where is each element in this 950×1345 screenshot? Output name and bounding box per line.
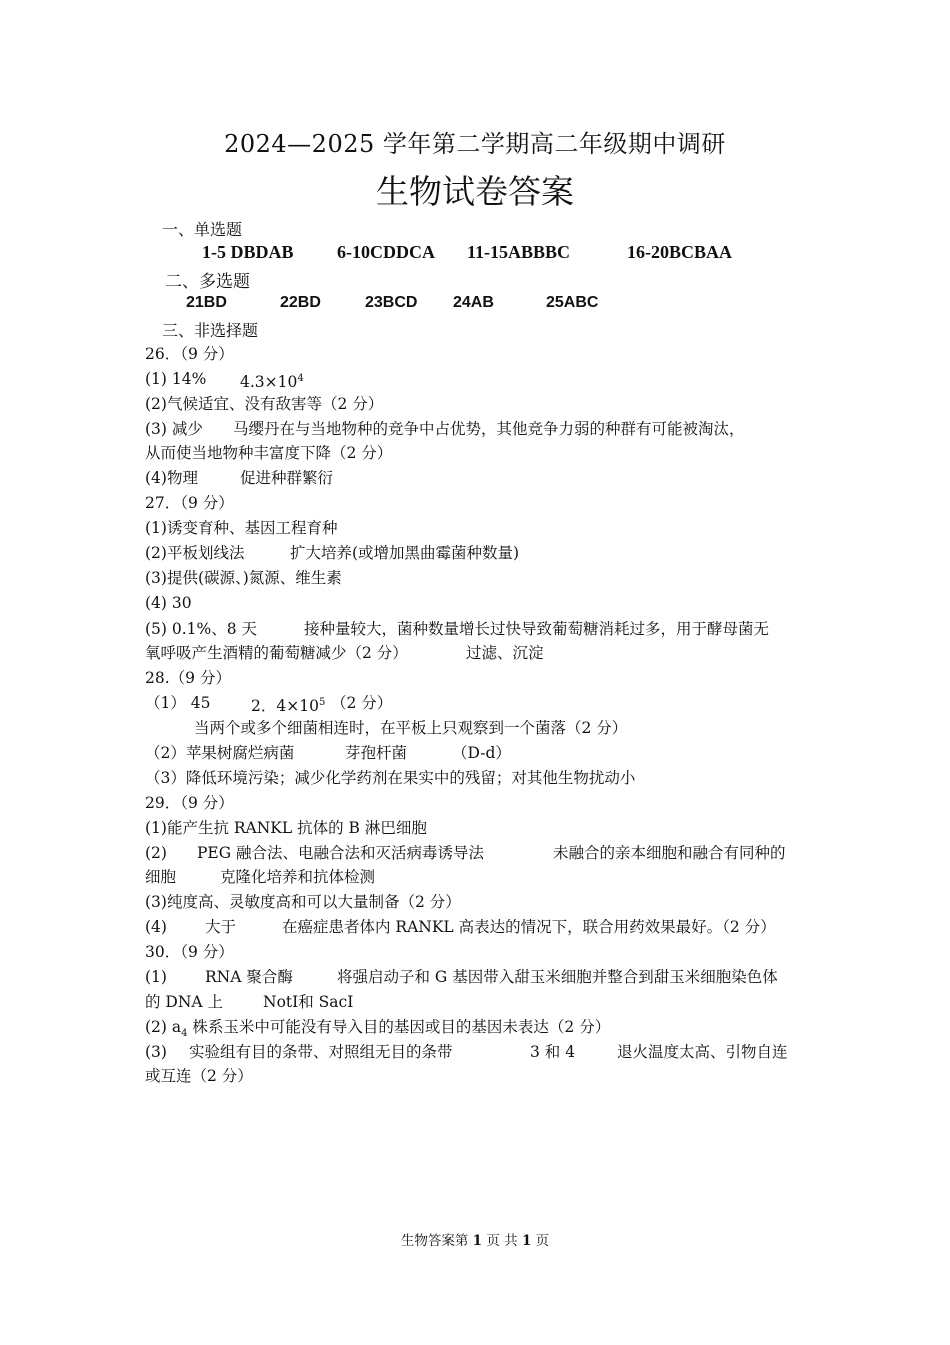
q30-line-3 [145,1042,788,1062]
q27-answer-2a: (2)平板划线法 [145,544,245,562]
q27-line-4: (4) 30 [145,594,192,612]
question-26-title: 26．（9 分） [145,345,234,363]
q29-answer-2b: PEG 融合法、电融合法和灭活病毒诱导法 [197,844,485,862]
q28-answer-3b: 芽孢杆菌 [345,744,408,762]
q27-line-2 [145,543,520,563]
q27-line-5 [145,619,770,639]
q29-answer-2a: (2) [145,844,167,862]
total-page-number: 1 [521,1233,532,1249]
multi-choice-answer-2: 22BD [280,294,321,311]
single-choice-answer-1: 1-5 DBDAB [202,242,294,262]
single-choice-answer-4: 16-20BCBAA [627,242,733,262]
section-single-choice-heading: 一、单选题 [162,220,243,239]
q27-answer-5a: (5) 0.1%、8 天 [145,620,258,638]
q28-answer-1b: 2．$4\times 10^5$ [251,697,326,716]
answer-sheet-title: 生物试卷答案 [376,172,574,211]
q29-answer-4b: 大于 [205,918,237,936]
q27-line-1: (1)诱变育种、基因工程育种 [145,519,338,537]
q29-line-2 [145,843,786,863]
q30-answer-1c: 将强启动子和 G 基因带入甜玉米细胞并整合到甜玉米细胞染色体 [337,968,778,986]
page-footer: 生物答案第 1 页 共 1 页 [400,1233,550,1249]
q30-line-1-cont [145,992,354,1012]
q28-line-1 [145,693,393,716]
section-non-choice-heading: 三、非选择题 [162,321,259,340]
multi-choice-answer-3: 23BCD [365,294,418,311]
single-choice-answer-3: 11-15ABBBC [467,242,571,262]
q26-answer-1b: $4.3\times 10^4$ [240,373,304,392]
q29-answer-2c: 未融合的亲本细胞和融合有同种的 [553,844,786,862]
q30-answer-3d: 退火温度太高、引物自连 [617,1043,788,1061]
single-choice-answer-2: 6-10CDDCA [337,242,435,262]
q29-line-2-cont [145,867,376,887]
q29-answer-4c: 在癌症患者体内 RANKL 高表达的情况下，联合用药效果最好。（2 分） [282,918,776,936]
q30-answer-1d: 的 DNA 上 [145,993,224,1011]
q29-answer-4a: (4) [145,918,167,936]
q28-line-4: （3）降低环境污染；减少化学药剂在果实中的残留；对其他生物扰动小 [145,769,636,787]
q29-answer-2e: 克隆化培养和抗体检测 [220,868,376,886]
q26-answer-3a: (3) 减少 [145,420,203,438]
q28-line-2: 当两个或多个细菌相连时，在平板上只观察到一个菌落（2 分） [194,719,628,737]
q30-answer-3b: 实验组有目的条带、对照组无目的条带 [189,1043,453,1061]
q27-line-5-cont [145,643,544,663]
q26-answer-1a: (1) 14% [145,370,207,388]
q27-line-3: (3)提供(碳源、)氮源、维生素 [145,569,342,587]
q29-line-3: (3)纯度高、灵敏度高和可以大量制备（2 分） [145,893,461,911]
q29-line-1: (1)能产生抗 RANKL 抗体的 B 淋巴细胞 [145,819,427,837]
q29-line-4 [145,917,776,937]
q26-answer-3b: 马缨丹在与当地物种的竞争中占优势，其他竞争力弱的种群有可能被淘汰， [233,420,745,438]
q27-answer-5c: 氧呼吸产生酒精的葡萄糖减少（2 分） [145,644,408,662]
q26-line-1 [145,369,304,392]
exam-title: 2024—2025 学年第二学期高二年级期中调研 [224,130,726,158]
q30-answer-1b: RNA 聚合酶 [205,968,293,986]
q26-answer-4b: 促进种群繁衍 [240,469,334,487]
q28-answer-3a: （2）苹果树腐烂病菌 [145,744,295,762]
question-27-title: 27．（9 分） [145,494,234,512]
q30-answer-3a: (3) [145,1043,167,1061]
question-30-title: 30．（9 分） [145,943,234,961]
section-multi-choice-heading: 二、多选题 [165,272,250,292]
q28-line-3 [145,743,511,763]
q26-line-4 [145,468,334,488]
q26-line-3 [145,419,745,439]
q26-line-2: (2)气候适宜、没有敌害等（2 分） [145,395,384,413]
q30-answer-1a: (1) [145,968,167,986]
q28-answer-1a: （1） 45 [145,694,211,712]
q29-answer-2d: 细胞 [145,868,177,886]
q30-line-2: (2) $a_4$ 株系玉米中可能没有导入目的基因或目的基因未表达（2 分） [145,1018,611,1040]
multi-choice-answer-1: 21BD [186,294,227,311]
q30-answer-3c: 3 和 4 [530,1043,576,1061]
q28-answer-1c: （2 分） [331,694,393,712]
question-29-title: 29．（9 分） [145,794,234,812]
current-page-number: 1 [472,1233,483,1249]
question-28-title: 28.（9 分） [145,669,231,687]
q30-line-1 [145,967,778,987]
q27-answer-5d: 过滤、沉淀 [466,644,544,662]
q27-answer-5b: 接种量较大，菌种数量增长过快导致葡萄糖消耗过多，用于酵母菌无 [304,620,770,638]
q28-answer-3c: （D-d） [452,744,511,762]
multi-choice-answer-4: 24AB [453,294,494,311]
multi-choice-answer-5: 25ABC [546,294,599,311]
q27-answer-2b: 扩大培养(或增加黑曲霉菌种数量) [290,544,520,562]
q30-line-3-cont: 或互连（2 分） [145,1067,253,1085]
q30-answer-1e: NotⅠ和 SacⅠ [263,993,354,1011]
q26-answer-4a: (4)物理 [145,469,198,487]
q26-line-3-cont: 从而使当地物种丰富度下降（2 分） [145,444,393,462]
